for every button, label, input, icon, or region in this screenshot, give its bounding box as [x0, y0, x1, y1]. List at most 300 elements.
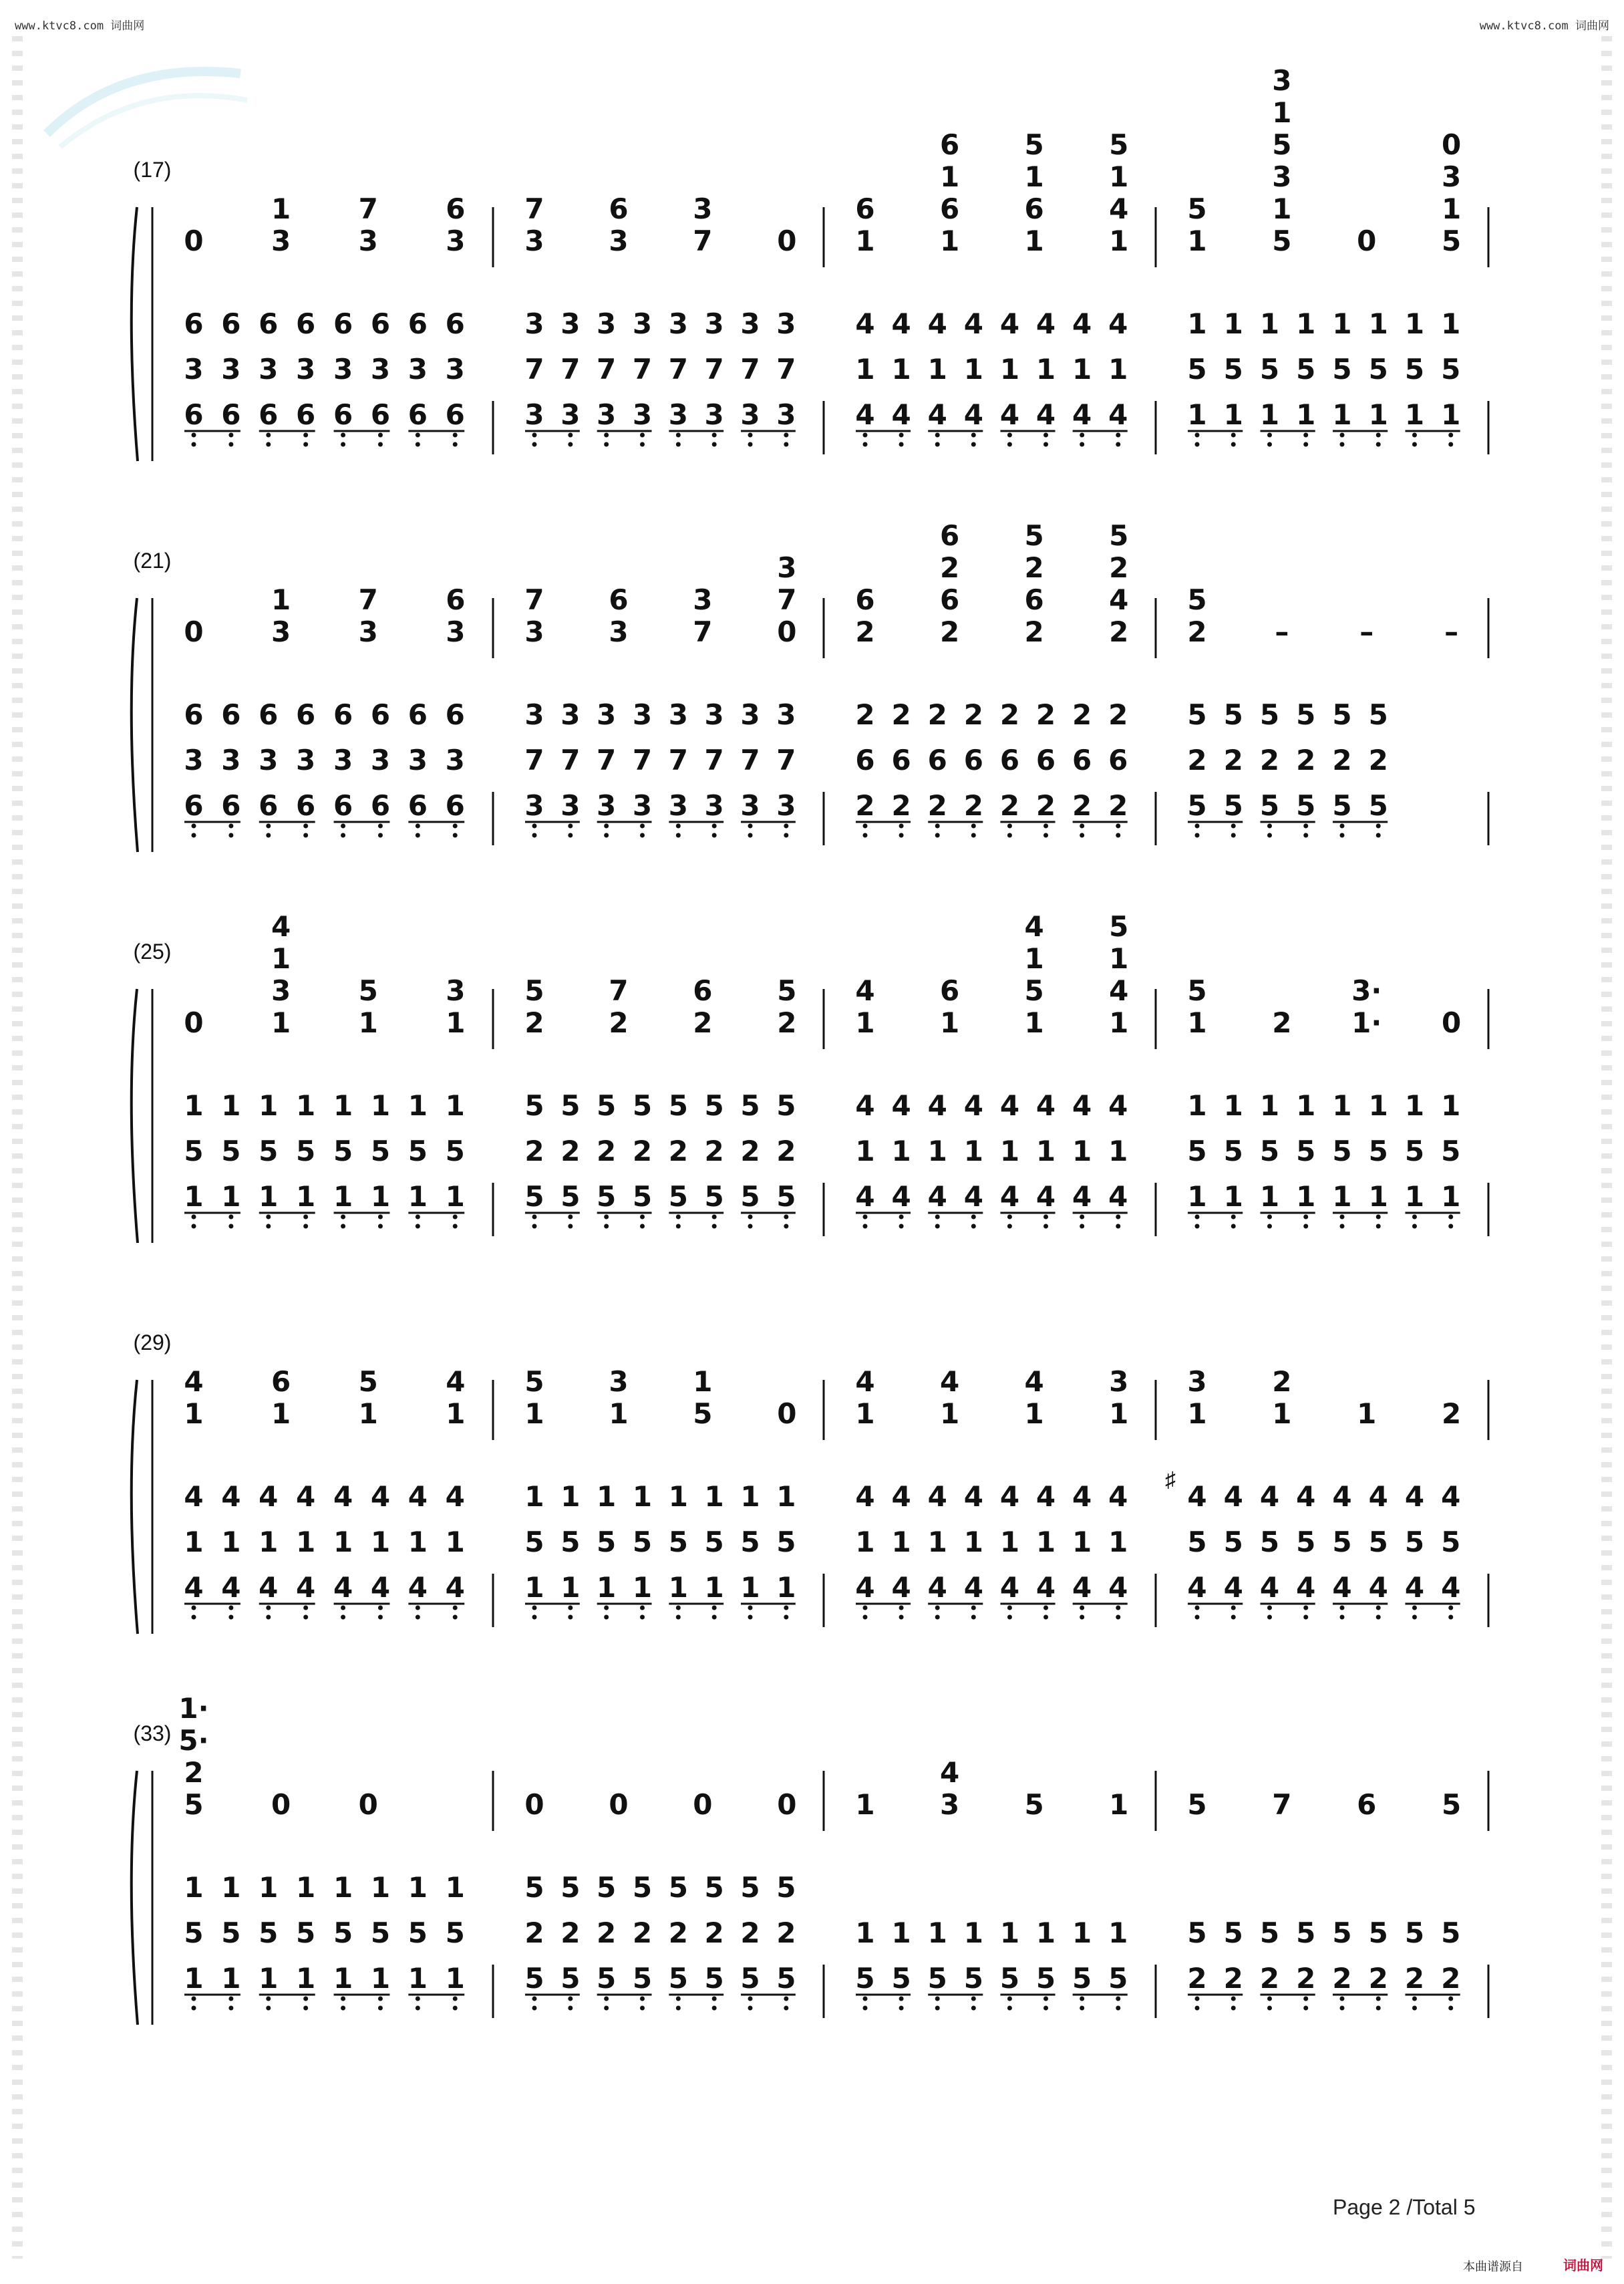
bass-note: 7 — [776, 744, 796, 776]
bass-note: 1 — [333, 1526, 353, 1558]
treble-note: 3 — [1272, 160, 1292, 193]
bass-note: 1 — [333, 1871, 353, 1904]
treble-note: 6 — [939, 583, 960, 616]
octave-dot — [416, 1997, 420, 2001]
octave-dot — [640, 833, 645, 838]
bass-note: 1 — [560, 1480, 581, 1513]
octave-dot — [266, 1997, 271, 2001]
bass-note: 6 — [333, 698, 353, 731]
treble-note: 5 — [358, 1365, 378, 1398]
treble-note: 1 — [271, 942, 291, 975]
bass-note: 5 — [597, 1180, 617, 1213]
octave-dot — [1116, 1224, 1120, 1229]
bass-note: 3 — [668, 789, 688, 822]
measure-number: (25) — [133, 940, 172, 964]
octave-dot — [784, 433, 788, 438]
bass-note: 7 — [740, 744, 760, 776]
bass-note: 5 — [524, 1526, 544, 1558]
bass-note: 1 — [1296, 307, 1316, 340]
octave-dot — [784, 1215, 788, 1220]
bass-note: 5 — [408, 1135, 428, 1167]
bass-note: 5 — [963, 1962, 983, 1995]
octave-dot — [266, 833, 271, 838]
bass-note: 1 — [1368, 1180, 1388, 1213]
octave-dot — [192, 1997, 196, 2001]
octave-dot — [1080, 2006, 1084, 2011]
treble-note: 0 — [609, 1788, 629, 1821]
treble-note: 6 — [855, 583, 875, 616]
bass-note: 3 — [597, 307, 617, 340]
treble-note: 1 — [1109, 942, 1129, 975]
bass-note: 4 — [1072, 307, 1092, 340]
octave-dot — [1303, 1224, 1308, 1229]
octave-dot — [568, 1606, 573, 1610]
treble-note: 3 — [358, 615, 378, 648]
bass-note: 1 — [1035, 353, 1056, 386]
octave-dot — [899, 833, 904, 838]
bass-note: 6 — [184, 398, 204, 431]
bass-note: 1 — [1072, 1916, 1092, 1949]
bass-note: 4 — [891, 307, 911, 340]
bass-note: 2 — [1035, 698, 1056, 731]
octave-dot — [1412, 442, 1417, 447]
treble-note: 3 — [524, 225, 544, 257]
octave-dot — [971, 833, 976, 838]
octave-dot — [1231, 1215, 1236, 1220]
bass-note: 3 — [524, 307, 544, 340]
bass-note: 7 — [632, 744, 653, 776]
treble-note: 4 — [184, 1365, 204, 1398]
treble-note: 2 — [939, 615, 960, 648]
octave-dot — [1195, 1615, 1200, 1620]
octave-dot — [1376, 1215, 1381, 1220]
bass-note: 5 — [1332, 698, 1352, 731]
octave-dot — [1231, 1997, 1236, 2001]
octave-dot — [1043, 433, 1048, 438]
treble-note: 3 — [358, 225, 378, 257]
octave-dot — [1267, 1606, 1272, 1610]
bass-note: 5 — [776, 1962, 796, 1995]
octave-dot — [416, 1224, 420, 1229]
treble-note: 1 — [271, 192, 291, 225]
octave-dot — [1376, 1224, 1381, 1229]
octave-dot — [784, 2006, 788, 2011]
octave-dot — [604, 1615, 609, 1620]
bass-note: 4 — [927, 398, 947, 431]
bass-note: 1 — [1368, 398, 1388, 431]
treble-note: 5 — [1024, 974, 1044, 1007]
octave-dot — [303, 833, 308, 838]
bass-note: 2 — [704, 1135, 724, 1167]
bass-note: 5 — [524, 1089, 544, 1122]
octave-dot — [971, 433, 976, 438]
octave-dot — [863, 824, 868, 829]
treble-note: 5 — [693, 1397, 713, 1430]
treble-note: 0 — [693, 1788, 713, 1821]
treble-note: 1 — [358, 1006, 378, 1039]
bass-note: 2 — [776, 1135, 796, 1167]
bass-note: 1 — [1404, 307, 1425, 340]
bass-note: 4 — [1035, 1571, 1056, 1604]
bass-note: 2 — [855, 789, 875, 822]
octave-dot — [192, 824, 196, 829]
bass-note: 4 — [963, 1089, 983, 1122]
bass-note: 1 — [1441, 1089, 1461, 1122]
bass-note: 5 — [740, 1871, 760, 1904]
treble-note: 5 — [1187, 1788, 1207, 1821]
bass-note: 5 — [668, 1962, 688, 1995]
octave-dot — [532, 1215, 537, 1220]
measure-number: (17) — [133, 158, 172, 182]
octave-dot — [378, 1224, 383, 1229]
bass-note: 1 — [1441, 1180, 1461, 1213]
bass-note: 3 — [704, 398, 724, 431]
bass-note: 3 — [740, 307, 760, 340]
treble-note: 7 — [358, 192, 378, 225]
octave-dot — [712, 1215, 717, 1220]
bass-note: 4 — [1072, 1089, 1092, 1122]
bass-note: 4 — [999, 1480, 1020, 1513]
bass-note: 5 — [1368, 698, 1388, 731]
bass-note: 7 — [632, 353, 653, 386]
bass-note: 1 — [1108, 1916, 1128, 1949]
bass-note: 1 — [1035, 1135, 1056, 1167]
octave-dot — [863, 442, 868, 447]
bass-note: 6 — [408, 307, 428, 340]
bass-note: 1 — [259, 1871, 279, 1904]
octave-dot — [863, 1224, 868, 1229]
octave-dot — [378, 442, 383, 447]
bass-note: 3 — [704, 698, 724, 731]
bass-note: 3 — [333, 744, 353, 776]
bass-note: 4 — [855, 1571, 875, 1604]
bass-note: 1 — [597, 1480, 617, 1513]
octave-dot — [1116, 1997, 1120, 2001]
octave-dot — [935, 824, 940, 829]
octave-dot — [604, 433, 609, 438]
treble-note: 5 — [777, 974, 797, 1007]
treble-note: 6 — [1024, 192, 1044, 225]
octave-dot — [784, 1224, 788, 1229]
octave-dot — [971, 1606, 976, 1610]
bass-note: 4 — [1404, 1480, 1425, 1513]
octave-dot — [1267, 1615, 1272, 1620]
octave-dot — [341, 433, 345, 438]
bass-note: 1 — [776, 1480, 796, 1513]
bass-note: 2 — [1187, 744, 1207, 776]
octave-dot — [863, 1215, 868, 1220]
bass-note: 4 — [1035, 1089, 1056, 1122]
bass-note: 4 — [1223, 1571, 1243, 1604]
octave-dot — [453, 1615, 458, 1620]
octave-dot — [303, 442, 308, 447]
bass-note: 1 — [891, 1916, 911, 1949]
bass-note: 1 — [1441, 307, 1461, 340]
octave-dot — [1080, 1606, 1084, 1610]
treble-note: 2 — [184, 1756, 204, 1789]
bass-note: 1 — [999, 353, 1020, 386]
bass-note: 5 — [560, 1089, 581, 1122]
octave-dot — [228, 1606, 233, 1610]
bass-note: 5 — [668, 1180, 688, 1213]
octave-dot — [748, 433, 753, 438]
octave-dot — [1116, 442, 1120, 447]
treble-note: 4 — [1024, 1365, 1044, 1398]
octave-dot — [1412, 1606, 1417, 1610]
bass-note: 5 — [999, 1962, 1020, 1995]
treble-note: 7 — [524, 192, 544, 225]
treble-note: 5· — [178, 1724, 209, 1757]
octave-dot — [1339, 433, 1344, 438]
bass-note: 4 — [259, 1480, 279, 1513]
bass-note: 6 — [408, 398, 428, 431]
bass-note: 5 — [668, 1526, 688, 1558]
octave-dot — [748, 1615, 753, 1620]
bass-note: 1 — [999, 1526, 1020, 1558]
bass-note: 1 — [668, 1480, 688, 1513]
bass-note: 1 — [1296, 1180, 1316, 1213]
treble-note: 1 — [1109, 1397, 1129, 1430]
bass-note: 6 — [891, 744, 911, 776]
octave-dot — [1412, 1615, 1417, 1620]
octave-dot — [1303, 833, 1308, 838]
octave-dot — [935, 1606, 940, 1610]
bass-note: 2 — [927, 698, 947, 731]
treble-note: 6 — [609, 192, 629, 225]
bass-note: 1 — [1404, 1180, 1425, 1213]
octave-dot — [192, 433, 196, 438]
treble-note: 1 — [855, 1397, 875, 1430]
octave-dot — [971, 442, 976, 447]
bass-note: 2 — [1035, 789, 1056, 822]
bass-note: 5 — [1259, 1135, 1280, 1167]
bass-note: 4 — [445, 1480, 465, 1513]
octave-dot — [228, 442, 233, 447]
octave-dot — [568, 1224, 573, 1229]
bass-note: 5 — [632, 1871, 653, 1904]
octave-dot — [1448, 1215, 1453, 1220]
octave-dot — [640, 1615, 645, 1620]
bass-note: 2 — [524, 1135, 544, 1167]
bass-note: 5 — [632, 1089, 653, 1122]
octave-dot — [453, 1224, 458, 1229]
bass-note: 1 — [184, 1180, 204, 1213]
bass-note: 1 — [1223, 398, 1243, 431]
octave-dot — [863, 2006, 868, 2011]
bass-note: 4 — [408, 1480, 428, 1513]
bass-note: 6 — [370, 789, 391, 822]
treble-note: 2 — [1024, 551, 1044, 584]
octave-dot — [378, 833, 383, 838]
octave-dot — [1376, 2006, 1381, 2011]
bass-note: 4 — [408, 1571, 428, 1604]
octave-dot — [1231, 442, 1236, 447]
treble-note: 7 — [524, 583, 544, 616]
bass-note: 4 — [927, 1480, 947, 1513]
octave-dot — [748, 1997, 753, 2001]
bass-note: 4 — [891, 1571, 911, 1604]
bass-note: 6 — [333, 307, 353, 340]
treble-note: 4 — [855, 1365, 875, 1398]
octave-dot — [1195, 824, 1200, 829]
bass-note: 1 — [445, 1089, 465, 1122]
treble-note: 0 — [271, 1788, 291, 1821]
octave-dot — [192, 442, 196, 447]
system-brace — [132, 207, 138, 461]
bass-note: 3 — [221, 744, 241, 776]
bass-note: 1 — [855, 1916, 875, 1949]
bass-note: 1 — [1296, 398, 1316, 431]
bass-note: 1 — [370, 1089, 391, 1122]
bass-note: 1 — [370, 1526, 391, 1558]
bass-note: 4 — [333, 1480, 353, 1513]
treble-note: 1 — [271, 1397, 291, 1430]
bass-note: 4 — [1108, 1480, 1128, 1513]
octave-dot — [971, 1615, 976, 1620]
treble-note: 5 — [1187, 974, 1207, 1007]
treble-note: 3 — [524, 615, 544, 648]
treble-note: 3 — [777, 551, 797, 584]
bass-note: 6 — [184, 307, 204, 340]
treble-note: 5 — [358, 974, 378, 1007]
octave-dot — [568, 824, 573, 829]
bass-note: 1 — [445, 1871, 465, 1904]
bass-note: 5 — [1223, 353, 1243, 386]
octave-dot — [935, 2006, 940, 2011]
octave-dot — [1195, 2006, 1200, 2011]
treble-note: 1 — [1109, 160, 1129, 193]
octave-dot — [1339, 442, 1344, 447]
bass-note: 5 — [1368, 789, 1388, 822]
bass-note: 5 — [445, 1916, 465, 1949]
bass-note: 5 — [1259, 1526, 1280, 1558]
bass-note: 4 — [1259, 1480, 1280, 1513]
bass-note: 6 — [408, 698, 428, 731]
bass-note: 2 — [704, 1916, 724, 1949]
octave-dot — [1339, 1615, 1344, 1620]
bass-note: 1 — [333, 1962, 353, 1995]
octave-dot — [1267, 824, 1272, 829]
bass-note: 5 — [1296, 1135, 1316, 1167]
octave-dot — [712, 2006, 717, 2011]
treble-note: 3 — [1187, 1365, 1207, 1398]
octave-dot — [228, 2006, 233, 2011]
system-brace — [132, 989, 138, 1243]
octave-dot — [1339, 833, 1344, 838]
octave-dot — [1080, 833, 1084, 838]
bass-note: 3 — [632, 307, 653, 340]
treble-note: 0 — [1442, 1006, 1462, 1039]
bass-note: 4 — [1368, 1571, 1388, 1604]
treble-note: 7 — [358, 583, 378, 616]
treble-note: 0 — [184, 225, 204, 257]
octave-dot — [1007, 1215, 1012, 1220]
bass-note: 5 — [333, 1916, 353, 1949]
bass-note: 2 — [776, 1916, 796, 1949]
bass-note: 6 — [1072, 744, 1092, 776]
bass-note: 1 — [1332, 1089, 1352, 1122]
octave-dot — [1448, 1615, 1453, 1620]
octave-dot — [1195, 442, 1200, 447]
bass-note: 1 — [408, 1962, 428, 1995]
bass-note: 5 — [1296, 1526, 1316, 1558]
treble-note: 3 — [609, 615, 629, 648]
octave-dot — [1043, 1215, 1048, 1220]
bass-note: 2 — [1223, 744, 1243, 776]
bass-note: 6 — [184, 789, 204, 822]
bass-note: 1 — [1187, 398, 1207, 431]
bass-note: 1 — [221, 1871, 241, 1904]
octave-dot — [416, 824, 420, 829]
bass-note: 5 — [1404, 1135, 1425, 1167]
bass-note: 5 — [1035, 1962, 1056, 1995]
octave-dot — [784, 442, 788, 447]
bass-note: 5 — [1259, 698, 1280, 731]
bass-note: 4 — [370, 1571, 391, 1604]
octave-dot — [1267, 833, 1272, 838]
treble-note: 0 — [1442, 128, 1462, 161]
treble-note: 1 — [271, 1006, 291, 1039]
bass-note: 2 — [560, 1916, 581, 1949]
octave-dot — [1303, 1215, 1308, 1220]
octave-dot — [1231, 1615, 1236, 1620]
bass-note: 1 — [408, 1089, 428, 1122]
bass-note: 4 — [891, 1089, 911, 1122]
bass-note: 3 — [776, 307, 796, 340]
bass-note: 5 — [1223, 698, 1243, 731]
octave-dot — [640, 1997, 645, 2001]
octave-dot — [192, 833, 196, 838]
bass-note: 3 — [740, 698, 760, 731]
octave-dot — [453, 824, 458, 829]
bass-note: 5 — [1332, 1916, 1352, 1949]
octave-dot — [676, 1224, 681, 1229]
bass-note: 6 — [296, 698, 316, 731]
bass-note: 5 — [1441, 1526, 1461, 1558]
octave-dot — [604, 1224, 609, 1229]
bass-note: 3 — [259, 353, 279, 386]
treble-note: 6 — [609, 583, 629, 616]
bass-note: 1 — [1441, 398, 1461, 431]
octave-dot — [1303, 433, 1308, 438]
treble-note: 2 — [1109, 551, 1129, 584]
bass-note: 1 — [999, 1135, 1020, 1167]
bass-note: 5 — [524, 1180, 544, 1213]
bass-note: 6 — [259, 307, 279, 340]
treble-note: 1 — [1024, 1006, 1044, 1039]
bass-note: 1 — [296, 1089, 316, 1122]
octave-dot — [416, 1606, 420, 1610]
bass-note: 2 — [891, 698, 911, 731]
bass-note: 1 — [1108, 1526, 1128, 1558]
octave-dot — [416, 442, 420, 447]
octave-dot — [640, 824, 645, 829]
bass-note: 4 — [1108, 1571, 1128, 1604]
bass-note: 4 — [1035, 1480, 1056, 1513]
treble-note: 1 — [1024, 1397, 1044, 1430]
treble-note: 7 — [609, 974, 629, 1007]
bass-note: 6 — [259, 789, 279, 822]
octave-dot — [676, 1997, 681, 2001]
octave-dot — [935, 833, 940, 838]
bass-note: 5 — [221, 1916, 241, 1949]
octave-dot — [266, 1215, 271, 1220]
octave-dot — [341, 442, 345, 447]
bass-note: 5 — [560, 1962, 581, 1995]
bass-note: 1 — [560, 1571, 581, 1604]
octave-dot — [1080, 1224, 1084, 1229]
bass-note: 3 — [445, 744, 465, 776]
